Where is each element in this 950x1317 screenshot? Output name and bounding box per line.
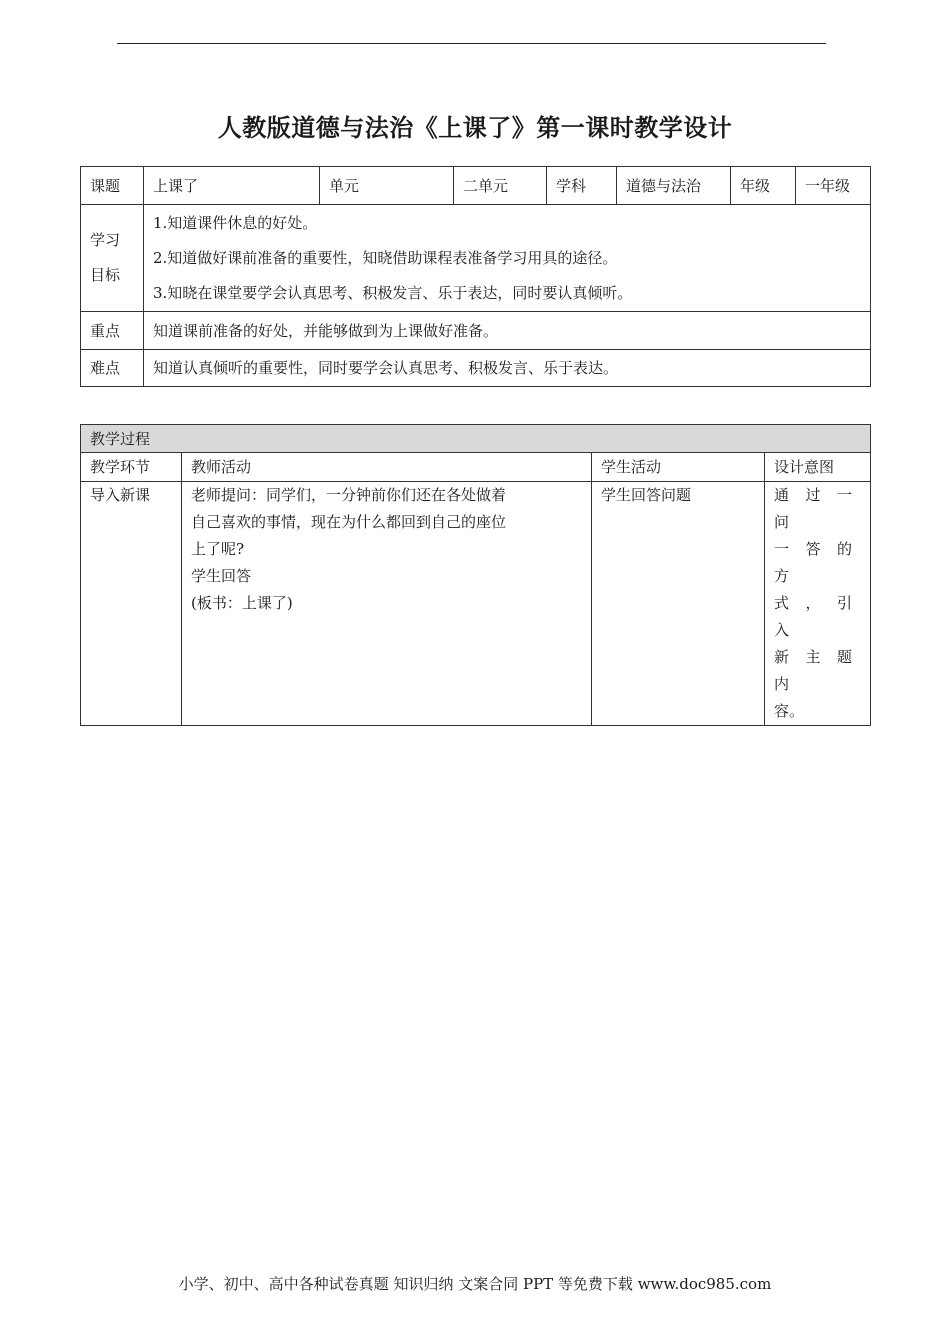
teacher-line: 上了呢? — [191, 540, 245, 558]
document-title: 人教版道德与法治《上课了》第一课时教学设计 — [217, 113, 733, 142]
info-row-difficulty — [81, 350, 871, 387]
info-row-key-point — [81, 312, 871, 350]
goals-label — [81, 205, 144, 312]
goal-item: 3.知晓在课堂要学会认真思考、积极发言、乐于表达，同时要认真倾听。 — [153, 283, 633, 302]
teacher-line: (板书：上课了) — [191, 594, 293, 612]
intent-line: 通过一问 — [774, 486, 862, 531]
column-header-student: 学生活动 — [592, 453, 765, 482]
info-row-basic — [81, 167, 871, 205]
intent-line: 容。 — [774, 702, 805, 720]
process-columns-row — [81, 453, 871, 482]
difficulty-text: 知道认真倾听的重要性，同时要学会认真思考、积极发言、乐于表达。 — [144, 350, 871, 387]
difficulty-label: 难点 — [81, 350, 144, 387]
goal-item: 2.知道做好课前准备的重要性，知晓借助课程表准备学习用具的途径。 — [153, 248, 618, 267]
stage-cell: 导入新课 — [81, 482, 182, 726]
subject-label: 学科 — [547, 167, 617, 205]
subject-value: 道德与法治 — [617, 167, 731, 205]
column-header-teacher: 教师活动 — [182, 453, 592, 482]
intent-line: 式，引入 — [774, 594, 862, 639]
teacher-line: 老师提问：同学们，一分钟前你们还在各处做着 — [191, 486, 507, 504]
teaching-process-table — [80, 424, 871, 726]
topic-label: 课题 — [81, 167, 144, 205]
lesson-info-table — [80, 166, 871, 387]
teacher-activity-cell — [182, 482, 592, 726]
unit-label: 单元 — [320, 167, 454, 205]
goals-label-line1: 学习 — [90, 231, 121, 249]
goals-content — [144, 205, 871, 312]
grade-label: 年级 — [731, 167, 796, 205]
goals-label-line2: 目标 — [90, 266, 121, 284]
key-point-text: 知道课前准备的好处，并能够做到为上课做好准备。 — [144, 312, 871, 350]
column-header-intent: 设计意图 — [765, 453, 871, 482]
goal-item: 1.知道课件休息的好处。 — [153, 213, 318, 232]
process-row-intro — [81, 482, 871, 726]
header-rule — [117, 43, 826, 44]
process-header-row — [81, 425, 871, 453]
page-footer: 小学、初中、高中各种试卷真题 知识归纳 文案合同 PPT 等免费下载 www.doc985.com — [178, 1275, 772, 1293]
design-intent-cell — [765, 482, 871, 726]
column-header-stage: 教学环节 — [81, 453, 182, 482]
unit-value: 二单元 — [454, 167, 547, 205]
student-activity-cell: 学生回答问题 — [592, 482, 765, 726]
topic-value: 上课了 — [144, 167, 320, 205]
intent-line: 一答的方 — [774, 540, 862, 585]
teacher-line: 学生回答 — [191, 567, 252, 585]
key-point-label: 重点 — [81, 312, 144, 350]
info-row-goals — [81, 205, 871, 312]
teacher-line: 自己喜欢的事情，现在为什么都回到自己的座位 — [191, 513, 507, 531]
process-header: 教学过程 — [81, 425, 871, 453]
grade-value: 一年级 — [796, 167, 871, 205]
intent-line: 新主题内 — [774, 648, 862, 693]
